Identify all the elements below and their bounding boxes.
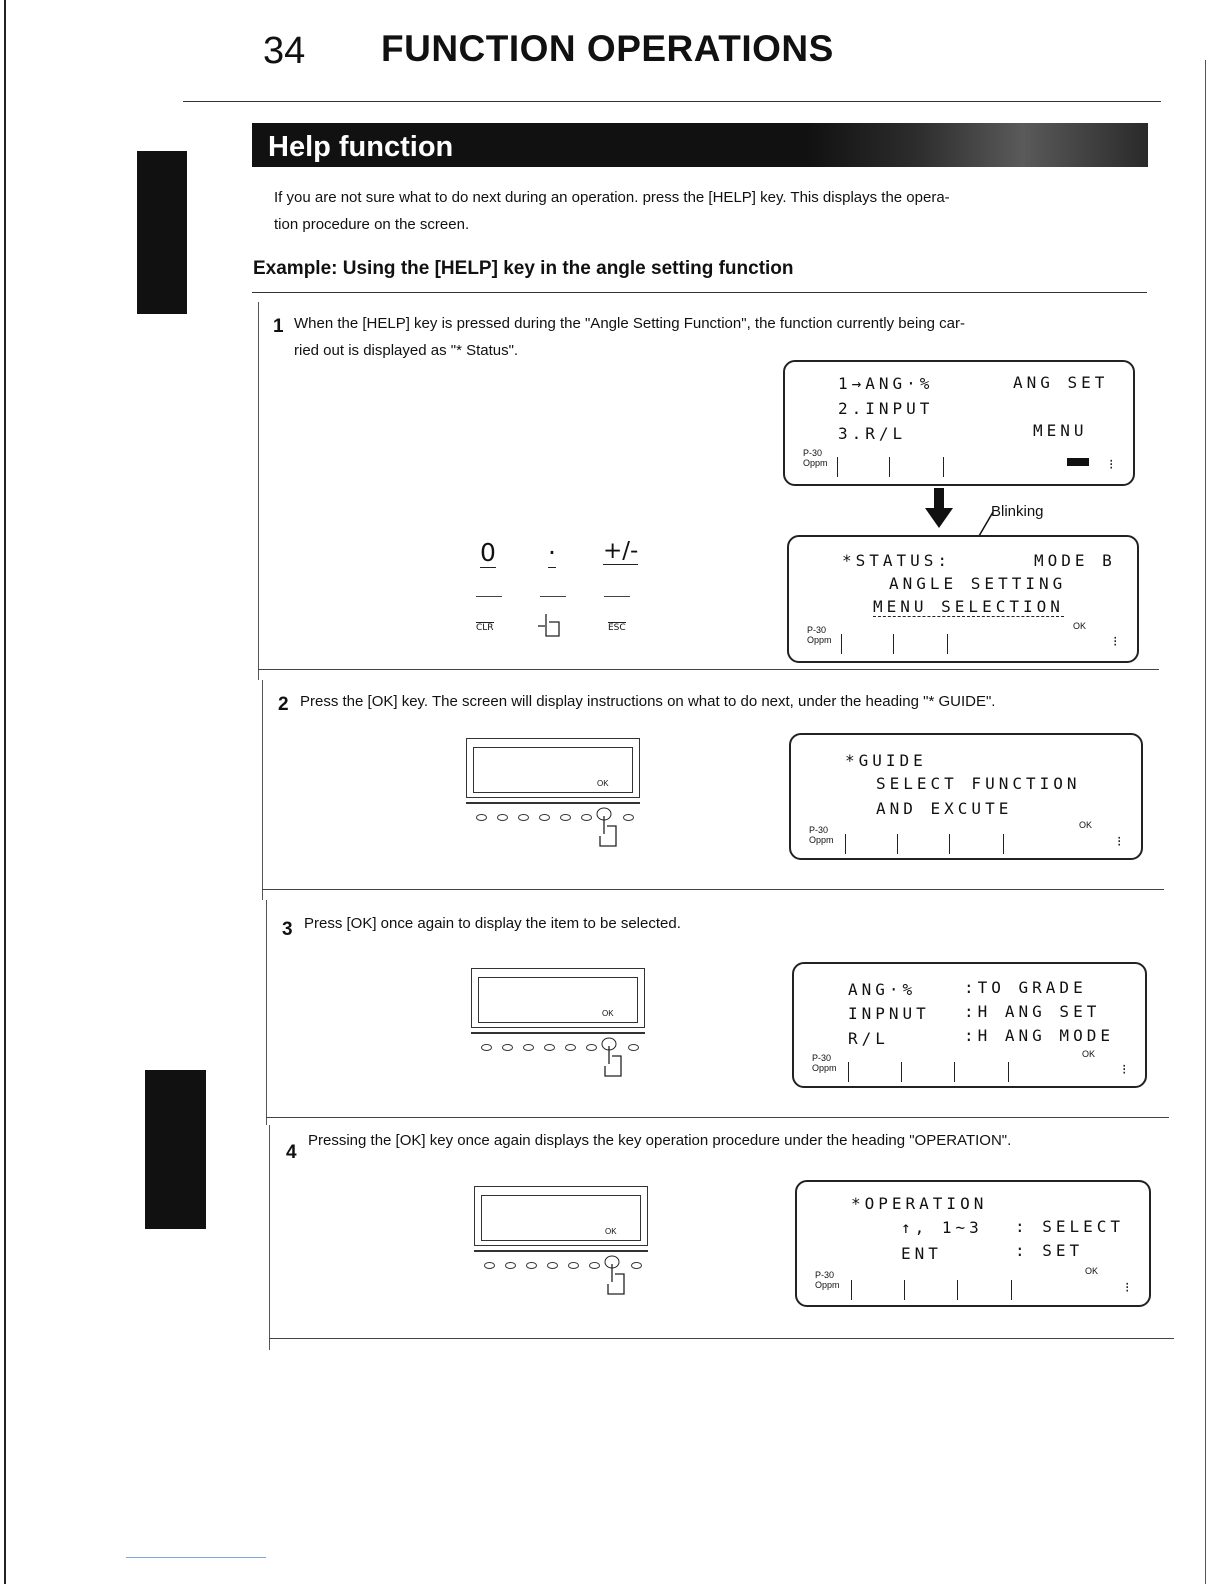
thumb-tab-upper [137, 151, 187, 314]
frame-left-step3 [266, 900, 267, 1125]
pointing-hand-icon [597, 1036, 627, 1086]
fkey-separator [949, 834, 950, 854]
arrow-down-icon [925, 488, 953, 530]
step-1-text [294, 310, 1154, 364]
device-button[interactable] [628, 1044, 639, 1051]
lcd-screen-menu [783, 360, 1135, 486]
lcd-item-desc: :H ANG MODE [964, 1026, 1114, 1045]
device-button[interactable] [497, 814, 508, 821]
lcd-corner-label: P-30 Oppm [803, 448, 828, 468]
lcd-line-1: 1→ANG·% [838, 374, 934, 393]
lcd-line-3: 3.R/L [838, 424, 907, 443]
fkey-separator [897, 834, 898, 854]
device-button[interactable] [526, 1262, 537, 1269]
device-panel [471, 968, 645, 1028]
lcd-status-line-3-blinking: MENU SELECTION [873, 597, 1064, 616]
key-esc[interactable]: ESC [608, 623, 626, 633]
lcd-operation-ent: ENT [901, 1244, 942, 1263]
device-button[interactable] [623, 814, 634, 821]
pointing-hand-icon [600, 1254, 630, 1304]
device-button[interactable] [568, 1262, 579, 1269]
fkey-separator [954, 1062, 955, 1082]
device-display [473, 747, 633, 793]
help-list-icon: ⁝ [1117, 833, 1122, 849]
title-rule [183, 101, 1161, 102]
device-panel [474, 1186, 648, 1246]
lcd-item-desc: :TO GRADE [964, 978, 1087, 997]
lcd-guide-line-1: *GUIDE [845, 751, 927, 770]
device-button[interactable] [505, 1262, 516, 1269]
key-dot[interactable]: · [548, 538, 556, 567]
fkey-separator [837, 457, 838, 477]
lcd-item-name: R/L [848, 1029, 889, 1048]
lcd-corner-label: P-30 Oppm [807, 625, 832, 645]
lcd-status-line-1: *STATUS: [842, 551, 952, 570]
fkey-separator [845, 834, 846, 854]
lcd-ok-label: OK [1079, 820, 1093, 830]
frame-left-step2 [262, 680, 263, 900]
device-button[interactable] [547, 1262, 558, 1269]
step-divider-2 [262, 889, 1164, 890]
lcd-line-1-right: ANG SET [1013, 373, 1109, 392]
pointing-hand-icon [536, 612, 566, 648]
intro-text [274, 184, 1154, 238]
device-ok-label: OK [597, 779, 609, 788]
intro-line-1: If you are not sure what to do next during an operation. press the [HELP] key. This displays the opera- [274, 189, 950, 206]
step-3-number: 3 [282, 919, 293, 940]
fkey-separator [1011, 1280, 1012, 1300]
device-button[interactable] [476, 814, 487, 821]
example-heading: Example: Using the [HELP] key in the angle setting function [253, 258, 794, 279]
lcd-operation-line-1: *OPERATION [851, 1194, 988, 1213]
key-separator [476, 596, 502, 597]
key-0[interactable]: 0 [480, 538, 496, 567]
device-display [481, 1195, 641, 1241]
fkey-separator [1008, 1062, 1009, 1082]
fkey-separator [957, 1280, 958, 1300]
lcd-operation-keys: ↑, 1~3 [901, 1218, 983, 1237]
frame-left-step4 [269, 1125, 270, 1350]
lcd-screen-guide [789, 733, 1143, 860]
lcd-guide-line-2: SELECT FUNCTION [876, 774, 1081, 793]
device-button[interactable] [539, 814, 550, 821]
step-3-text: Press [OK] once again to display the item to be selected. [304, 915, 681, 932]
battery-icon [1067, 458, 1089, 466]
blinking-label: Blinking [991, 503, 1044, 520]
fkey-separator [841, 634, 842, 654]
lcd-line-2: 2.INPUT [838, 399, 934, 418]
page-edge-left [4, 0, 6, 1584]
step-4-number: 4 [286, 1142, 297, 1163]
key-separator [540, 596, 566, 597]
frame-left-step1 [258, 302, 259, 680]
pointing-hand-icon [592, 806, 622, 856]
fkey-separator [1003, 834, 1004, 854]
fkey-separator [943, 457, 944, 477]
fkey-separator [904, 1280, 905, 1300]
device-button[interactable] [484, 1262, 495, 1269]
device-button[interactable] [523, 1044, 534, 1051]
step-4-text: Pressing the [OK] key once again displays the key operation procedure under the heading "OPERATION". [308, 1132, 1012, 1149]
device-panel [466, 738, 640, 798]
step-divider-4 [269, 1338, 1174, 1339]
help-list-icon: ⁝ [1109, 456, 1114, 472]
fkey-separator [848, 1062, 849, 1082]
device-button[interactable] [481, 1044, 492, 1051]
key-separator [604, 596, 630, 597]
intro-line-2: tion procedure on the screen. [274, 216, 470, 233]
device-button[interactable] [631, 1262, 642, 1269]
example-rule [252, 292, 1147, 293]
lcd-corner-label: P-30 Oppm [815, 1270, 840, 1290]
lcd-ok-label: OK [1073, 621, 1087, 631]
lcd-screen-items [792, 962, 1147, 1088]
step-2-text: Press the [OK] key. The screen will display instructions on what to do next, under the heading "* GUIDE". [300, 693, 996, 710]
lcd-item-desc: :H ANG SET [964, 1002, 1101, 1021]
lcd-ok-label: OK [1085, 1266, 1099, 1276]
lcd-item-name: INPNUT [848, 1004, 930, 1023]
key-plus-minus[interactable]: +/- [603, 538, 639, 564]
device-button[interactable] [518, 814, 529, 821]
bottom-edge-mark [126, 1557, 266, 1558]
lcd-ok-label: OK [1082, 1049, 1096, 1059]
step-1-number: 1 [273, 316, 284, 337]
lcd-item-name: ANG·% [848, 980, 917, 999]
device-ok-label: OK [602, 1009, 614, 1018]
lcd-operation-select: : SELECT [1015, 1217, 1125, 1236]
help-list-icon: ⁝ [1122, 1061, 1127, 1077]
section-banner-title: Help function [268, 131, 454, 163]
step-divider-3 [266, 1117, 1169, 1118]
lcd-status-line-1-right: MODE B [1034, 551, 1116, 570]
step-1-text-line-1: When the [HELP] key is pressed during the "Angle Setting Function", the function currently being car- [294, 315, 966, 332]
device-ok-label: OK [605, 1227, 617, 1236]
device-button-ok[interactable] [581, 814, 592, 821]
fkey-separator [901, 1062, 902, 1082]
device-button[interactable] [544, 1044, 555, 1051]
lcd-corner-label: P-30 Oppm [812, 1053, 837, 1073]
key-clr[interactable]: CLR [476, 623, 494, 633]
page-title: FUNCTION OPERATIONS [381, 28, 834, 69]
lcd-line-3-right: MENU [1033, 421, 1088, 440]
step-divider-1 [258, 669, 1159, 670]
lcd-corner-label: P-30 Oppm [809, 825, 834, 845]
device-button[interactable] [502, 1044, 513, 1051]
device-button[interactable] [565, 1044, 576, 1051]
fkey-separator [889, 457, 890, 477]
fkey-separator [851, 1280, 852, 1300]
page-number: 34 [263, 30, 306, 72]
device-display [478, 977, 638, 1023]
lcd-status-line-2: ANGLE SETTING [889, 574, 1067, 593]
lcd-operation-set: : SET [1015, 1241, 1084, 1260]
step-2-number: 2 [278, 694, 289, 715]
lcd-guide-line-3: AND EXCUTE [876, 799, 1013, 818]
lcd-screen-operation [795, 1180, 1151, 1307]
lcd-screen-status [787, 535, 1139, 663]
help-list-icon: ⁝ [1125, 1279, 1130, 1295]
fkey-separator [947, 634, 948, 654]
device-button-ok[interactable] [586, 1044, 597, 1051]
help-list-icon: ⁝ [1113, 633, 1118, 649]
step-1-text-line-2: ried out is displayed as "* Status". [294, 342, 519, 359]
device-button-ok[interactable] [589, 1262, 600, 1269]
fkey-separator [893, 634, 894, 654]
thumb-tab-lower [145, 1070, 206, 1229]
device-button[interactable] [560, 814, 571, 821]
page-edge-right [1205, 60, 1206, 1584]
